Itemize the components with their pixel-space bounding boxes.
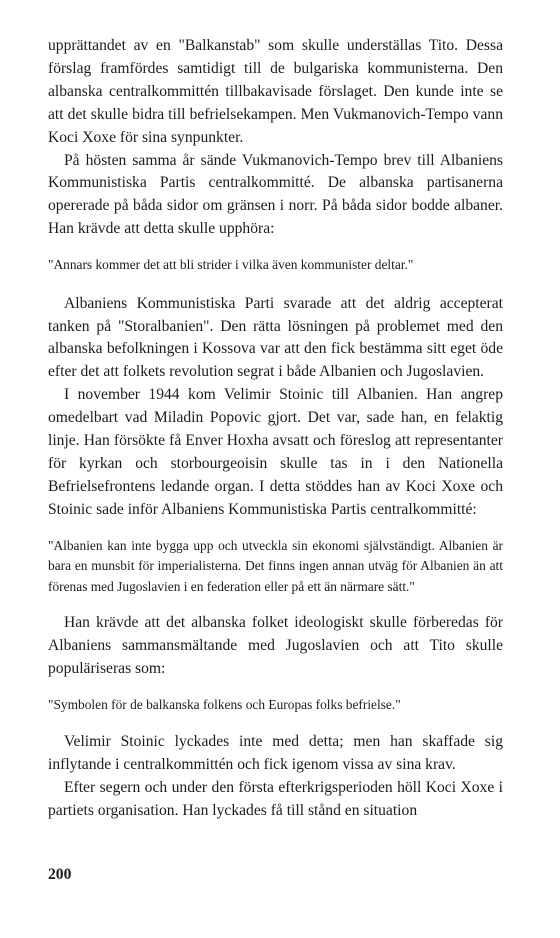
block-quote	[48, 695, 503, 716]
block-quote	[48, 255, 503, 276]
page-number: 200	[48, 866, 72, 883]
paragraph: Efter segern och under den första efterkrigsperioden höll Koci Xoxe i partiets organisation. Han lyckades få till stånd en situation	[48, 779, 503, 820]
paragraph: På hösten samma år sände Vukmanovich-Tempo brev till Albaniens Kommunistiska Partis centralkommitté. De albanska partisanerna opererade på båda sidor om gränsen i norr. På båda sidor bodde albaner. Han krävde att detta skulle upphöra:	[48, 151, 503, 238]
block-quote	[48, 536, 503, 598]
paragraph: upprättandet av en "Balkanstab" som skulle underställas Tito. Dessa förslag framfördes samtidigt till de bulgariska kommunisterna. Den albanska centralkommittén tillbakavisade förslaget. Den kunde inte se att det skulle bidra till befrielsekampen. Men Vukmanovich-Tempo vann Koci Xoxe för sina synpunkter.	[48, 37, 503, 146]
paragraph: Albaniens Kommunistiska Parti svarade att det aldrig accepterat tanken på "Storalbanien". Den rätta lösningen på problemet med den albanska befolkningen i Kossova var att den fick bestämma sitt eget öde efter det att folkets revolution segrat i både Albanien och Jugoslavien.	[48, 294, 503, 381]
paragraph: Velimir Stoinic lyckades inte med detta; men han skaffade sig inflytande i centralkommittén och fick igenom vissa av sina krav.	[48, 733, 503, 774]
paragraph: I november 1944 kom Velimir Stoinic till Albanien. Han angrep omedelbart vad Miladin Popovic gjort. Det var, sade han, en felaktig linje. Han försökte få Enver Hoxha avsatt och föreslog att representanter för kyrkan och storbourgeoisin skulle tas in i den Nationella Befrielsefrontens ledande organ. I detta stöddes han av Koci Xoxe och Stoinic sade inför Albaniens Kommunistiska Partis centralkommitté:	[48, 386, 503, 518]
paragraph: Han krävde att det albanska folket ideologiskt skulle förberedas för Albaniens sammansmältande med Jugoslavien och att Tito skulle populäriseras som:	[48, 614, 503, 678]
quote-text: "Annars kommer det att bli strider i vilka även kommunister deltar."	[48, 257, 414, 273]
quote-text: "Symbolen för de balkanska folkens och Europas folks befrielse."	[48, 696, 401, 712]
page-body	[48, 35, 503, 823]
quote-text: "Albanien kan inte bygga upp och utveckla sin ekonomi självständigt. Albanien är bara en munsbit för imperialisterna. Det finns ingen annan utväg för Albanien än att förenas med Jugoslavien i en federation eller på ett än närmare sätt."	[48, 537, 503, 594]
